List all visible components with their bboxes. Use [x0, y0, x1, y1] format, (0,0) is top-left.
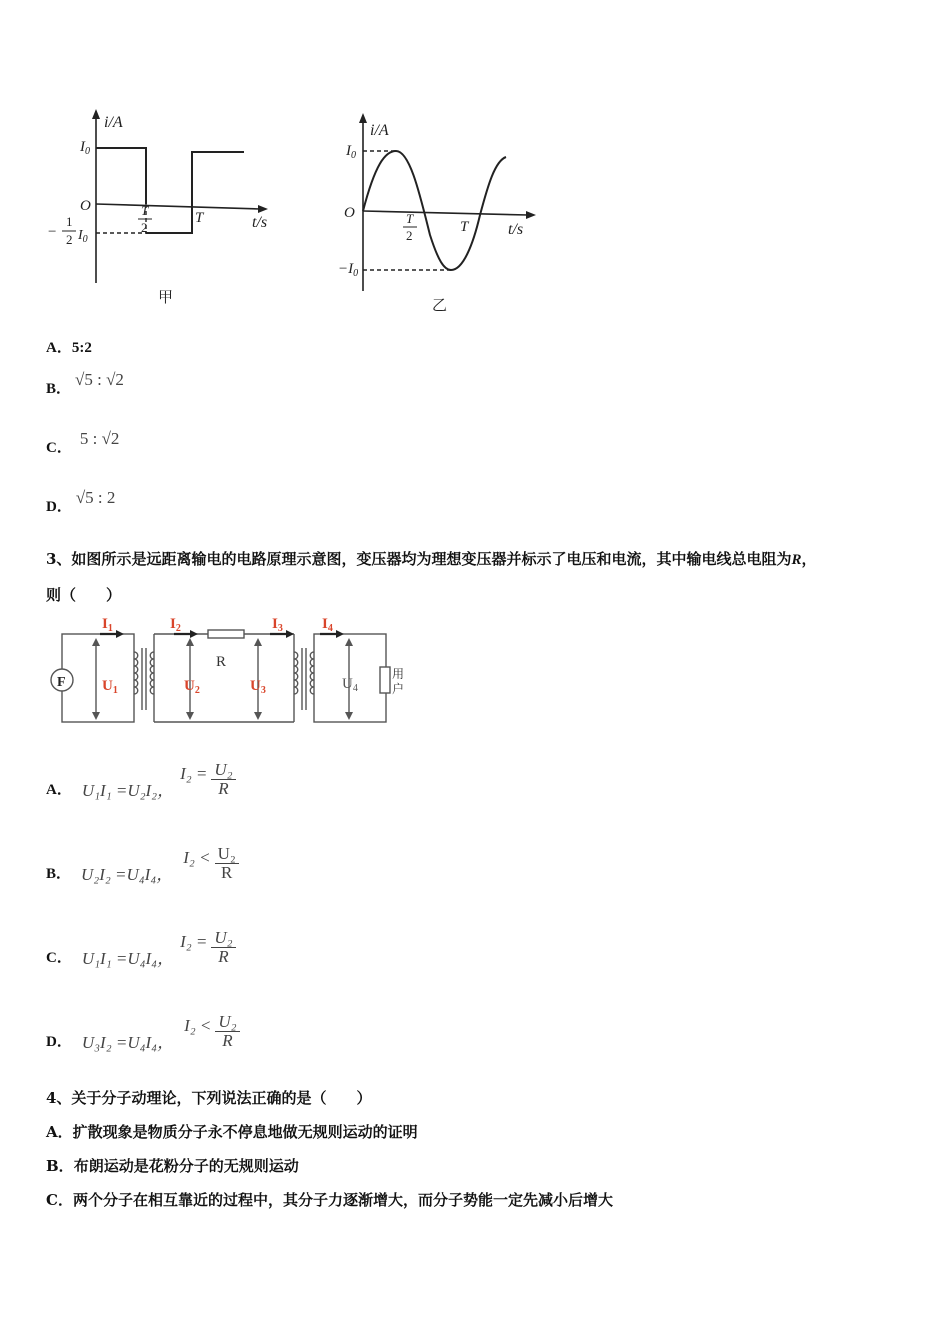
fraction-numerator: U₂	[215, 1013, 239, 1032]
i2-head	[190, 630, 198, 638]
y-axis-label: i/A	[104, 114, 123, 131]
option-math: √5 : 2	[75, 488, 116, 507]
fraction-denominator: R	[218, 779, 229, 798]
q4-option-a[interactable]	[46, 1121, 418, 1142]
i1-head	[116, 630, 124, 638]
t-half-den: 2	[406, 228, 413, 243]
option-math: 5 : √2	[79, 429, 120, 448]
i2-label: $I_2$	[170, 616, 181, 634]
square-wave	[96, 148, 146, 204]
generator-label: F	[57, 675, 66, 690]
option-label: D．	[46, 1034, 72, 1050]
t-half-num: T	[406, 211, 414, 226]
option-rel: I₂ =	[180, 763, 208, 783]
option-label: A．	[46, 340, 72, 356]
u2-label: $U_2$	[184, 678, 200, 696]
option-left: U₃I₂ =U₄I₄，	[81, 1033, 175, 1052]
q3-stem-line2: 则（ ）	[46, 586, 122, 604]
t-half-den: 2	[141, 220, 148, 235]
q2-option-b[interactable]	[46, 370, 124, 398]
option-left: U₂I₂ =U₄I₄，	[81, 865, 174, 884]
u4-head-down	[345, 712, 353, 720]
option-text: 两个分子在相互靠近的过程中，其分子力逐渐增大，而分子势能一定先减小后增大	[72, 1191, 613, 1209]
user-label-1: 用	[392, 667, 405, 681]
q4-option-c[interactable]	[46, 1189, 613, 1210]
neg-half-den: 2	[66, 232, 73, 247]
i4-label: $I_4$	[322, 616, 333, 634]
neg-i0-label: $-I_0$	[338, 261, 359, 279]
origin-label: O	[344, 205, 355, 221]
option-label: B．	[46, 866, 72, 882]
x-axis	[363, 211, 528, 215]
fraction-numerator: U₂	[211, 929, 235, 948]
sine-wave	[363, 151, 506, 270]
i0-label: $I_0$	[80, 139, 90, 157]
square-wave-negative	[146, 207, 192, 233]
i3-label: $I_3$	[272, 616, 283, 634]
x-axis-label: t/s	[252, 214, 268, 231]
q3-option-c[interactable]	[46, 926, 236, 969]
option-fraction	[215, 1013, 239, 1050]
q3-option-b[interactable]	[46, 842, 239, 885]
fraction-denominator: R	[218, 947, 229, 966]
u2-head-up	[186, 638, 194, 646]
fraction-numerator: U₂	[211, 761, 235, 780]
x-axis-arrow	[526, 211, 536, 219]
option-text: 5:2	[71, 340, 92, 356]
graph-jia	[40, 105, 290, 310]
coil-3	[294, 652, 298, 694]
i0-label: $I_0$	[346, 143, 356, 161]
u3-head-down	[254, 712, 262, 720]
q4-stem: 4、关于分子动理论，下列说法正确的是（ ）	[46, 1089, 372, 1107]
option-left: U₁I₁ =U₄I₄，	[81, 949, 175, 968]
u4-head-up	[345, 638, 353, 646]
fraction-denominator: R	[222, 1031, 233, 1050]
user-label-2: 户	[392, 682, 405, 696]
x-axis-arrow	[258, 205, 268, 213]
y-axis-label: i/A	[370, 122, 389, 139]
i3-head	[286, 630, 294, 638]
option-text: 布朗运动是花粉分子的无规则运动	[73, 1157, 299, 1175]
x-axis-label: t/s	[508, 221, 524, 238]
u1-head-down	[92, 712, 100, 720]
graph-caption: 乙	[432, 298, 448, 314]
option-left: U₁I₁ =U₂I₂，	[81, 781, 175, 800]
option-fraction	[211, 761, 235, 798]
neg-sign: −	[48, 224, 57, 240]
graph-caption: 甲	[158, 290, 174, 306]
q4-option-b[interactable]	[46, 1155, 299, 1176]
u1-label: $U_1$	[102, 678, 118, 696]
resistor	[208, 630, 244, 638]
fraction-numerator: U₂	[215, 845, 239, 864]
option-fraction	[211, 929, 235, 966]
coil-1	[134, 652, 138, 694]
u4-label: $U_4$	[342, 676, 358, 694]
q3-option-d[interactable]	[46, 1010, 240, 1053]
coil-4	[310, 652, 314, 694]
neg-half-num: 1	[66, 214, 73, 229]
i1-label: $I_1$	[102, 616, 113, 634]
q3-stem-line1	[46, 548, 816, 569]
option-rel: I₂ =	[180, 931, 208, 951]
option-label: C．	[46, 950, 72, 966]
u1-head-up	[92, 638, 100, 646]
u2-head-down	[186, 712, 194, 720]
y-axis-arrow	[92, 109, 100, 119]
neg-i0-label: $I_0$	[78, 228, 88, 245]
graph-yi	[330, 105, 545, 320]
option-rel: I₂ <	[184, 1015, 212, 1035]
i4-head	[336, 630, 344, 638]
q3-stem-R: R	[791, 552, 802, 568]
t-half-num: T	[141, 203, 149, 218]
option-rel: I₂ <	[183, 847, 211, 867]
user-load	[380, 667, 390, 693]
option-label: B．	[46, 381, 72, 397]
u3-label: $U_3$	[250, 678, 266, 696]
t-label: T	[195, 210, 204, 226]
fraction-denominator: R	[221, 863, 233, 882]
coil-2	[150, 652, 154, 694]
q3-stem-text: 3、如图所示是远距离输电的电路原理示意图，变压器均为理想变压器并标示了电压和电流，其中输电线总电阻为	[46, 550, 792, 568]
q3-option-a[interactable]	[46, 758, 236, 801]
resistor-label: R	[216, 654, 227, 670]
option-math: √5 : √2	[75, 370, 124, 389]
option-label: C．	[46, 1191, 73, 1209]
q2-option-d[interactable]	[46, 488, 115, 516]
u3-head-up	[254, 638, 262, 646]
q2-option-a[interactable]	[46, 336, 92, 357]
option-label: B．	[46, 1157, 74, 1175]
option-label: C．	[46, 440, 72, 456]
t-label: T	[460, 219, 469, 235]
x-axis	[96, 204, 260, 209]
circuit-diagram	[44, 612, 414, 730]
q3-stem-comma: ，	[801, 550, 817, 568]
y-axis-arrow	[359, 113, 367, 123]
option-label: A．	[46, 1123, 73, 1141]
option-text: 扩散现象是物质分子永不停息地做无规则运动的证明	[72, 1123, 418, 1141]
option-label: D．	[46, 499, 72, 515]
q2-option-c[interactable]	[46, 429, 119, 457]
square-wave-second	[192, 152, 244, 207]
origin-label: O	[80, 198, 91, 214]
option-label: A．	[46, 782, 72, 798]
option-fraction	[215, 845, 239, 882]
